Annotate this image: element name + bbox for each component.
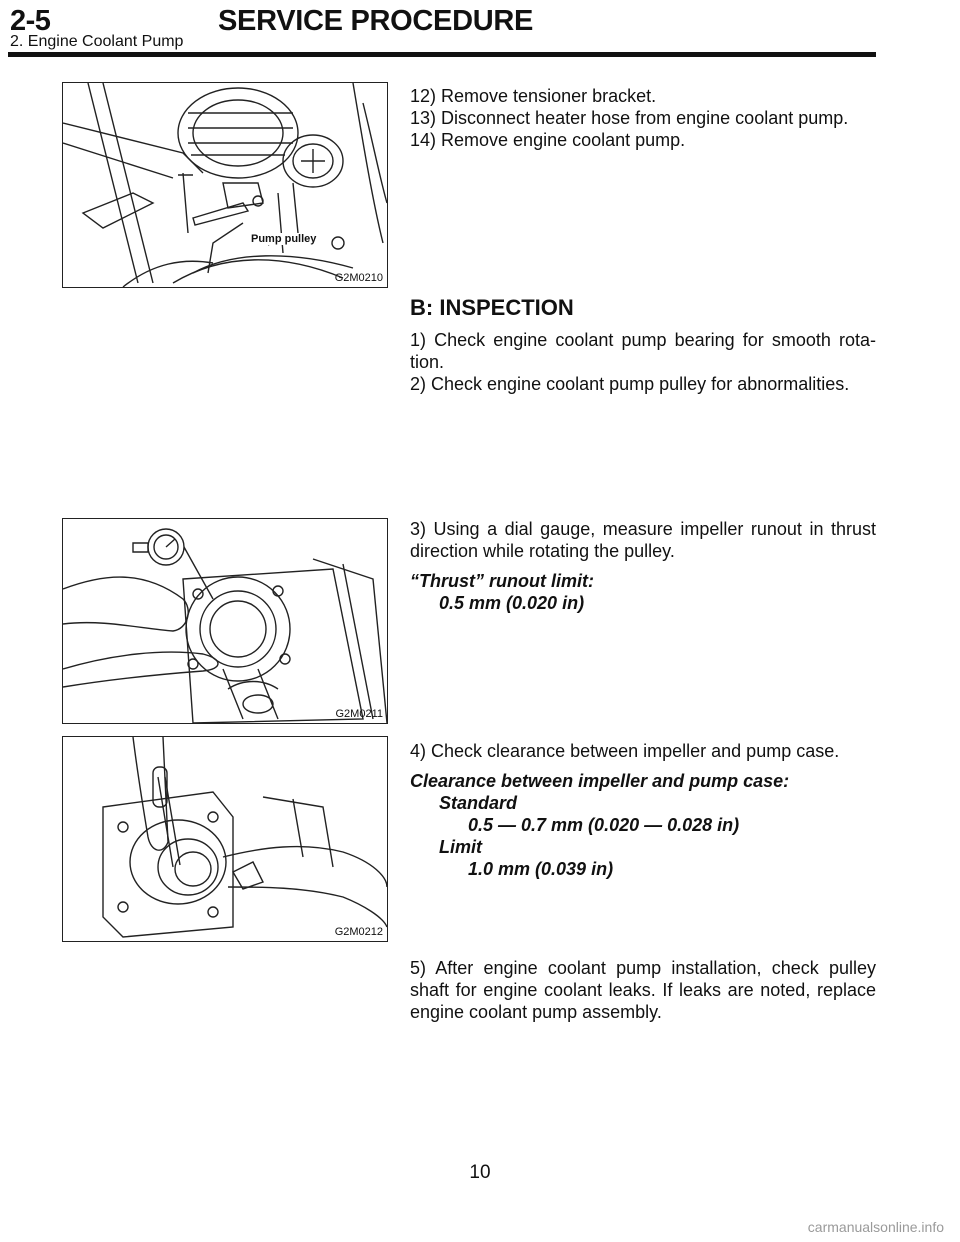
figure-id: G2M0210 — [334, 272, 383, 284]
inspection-step-4: 4) Check clearance between impeller and pump case. — [410, 741, 840, 761]
inspection-step-2: 2) Check engine coolant pump pulley for abnormalities. — [410, 374, 850, 394]
section-title: SERVICE PROCEDURE — [218, 5, 534, 37]
inspection-steps-1-2 — [410, 329, 876, 395]
section-code: 2-5 — [10, 5, 51, 37]
inspection-step-4-block — [410, 740, 876, 880]
inspection-step-1: 1) Check engine coolant pump bearing for smooth rota-tion. — [410, 330, 876, 372]
page-number: 10 — [469, 1162, 491, 1183]
callout-pump-pulley: Pump pulley — [251, 233, 317, 245]
watermark: carmanualsonline.info — [807, 1219, 944, 1235]
figure-id: G2M0212 — [334, 926, 383, 938]
figure-illustration-1 — [63, 83, 387, 287]
standard-value: 0.5 — 0.7 mm (0.020 — 0.028 in) — [468, 815, 740, 835]
step-13: 13) Disconnect heater hose from engine coolant pump. — [410, 108, 849, 128]
step-12: 12) Remove tensioner bracket. — [410, 86, 657, 106]
inspection-heading: B: INSPECTION — [410, 295, 574, 320]
figure-illustration-2 — [63, 519, 387, 723]
inspection-step-5-block — [410, 957, 876, 1023]
inspection-step-3-block — [410, 518, 876, 614]
standard-label: Standard — [439, 793, 518, 813]
inspection-step-3: 3) Using a dial gauge, measure impeller runout in thrust direction while rotating the pulley. — [410, 519, 876, 561]
header-rule — [8, 52, 876, 57]
figure-pump-pulley — [62, 82, 388, 288]
limit-value: 1.0 mm (0.039 in) — [468, 859, 614, 879]
thrust-runout-value: 0.5 mm (0.020 in) — [439, 593, 585, 613]
subsection-title: 2. Engine Coolant Pump — [10, 33, 184, 50]
figure-dial-gauge — [62, 518, 388, 724]
thrust-runout-label: “Thrust” runout limit: — [410, 571, 594, 591]
figure-illustration-3 — [63, 737, 387, 941]
clearance-label: Clearance between impeller and pump case: — [410, 771, 790, 791]
removal-steps — [410, 85, 876, 151]
inspection-step-5: 5) After engine coolant pump installation, check pulley shaft for engine coolant leaks. If leaks are noted, replace engine coolant pump assembly. — [410, 958, 876, 1022]
limit-label: Limit — [439, 837, 482, 857]
figure-id: G2M0211 — [335, 708, 383, 720]
figure-clearance-check — [62, 736, 388, 942]
step-14: 14) Remove engine coolant pump. — [410, 130, 686, 150]
